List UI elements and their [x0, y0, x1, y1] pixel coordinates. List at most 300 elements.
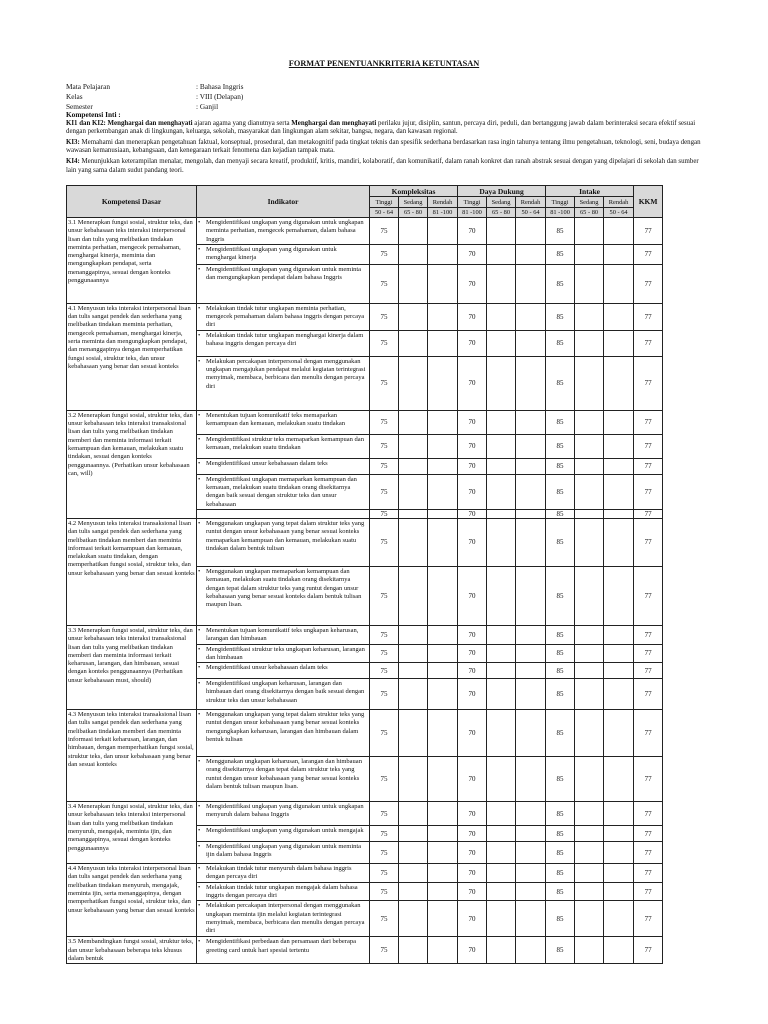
empty-cell — [575, 644, 604, 663]
empty-cell — [575, 842, 604, 864]
empty-cell — [428, 663, 458, 679]
empty-cell — [487, 842, 516, 864]
indikator-text: Mengidentifikasi ungkapan yang digunakan untuk mengajak — [206, 827, 364, 835]
bullet-icon: • — [198, 626, 201, 634]
empty-cell — [399, 710, 428, 757]
kompleksitas-value: 75 — [370, 518, 399, 566]
indikator-item — [198, 460, 368, 468]
empty-cell — [516, 458, 546, 474]
indikator-text: Melakukan percakapan interpersonal dengan menggunakan ungkapan mengajukan pendapat melalui kegiatan terintegrasi menyimak, membaca, berbicara dan menulis dengan percaya diri — [206, 357, 366, 390]
empty-cell — [516, 625, 546, 644]
indikator-item — [198, 758, 368, 791]
bullet-icon: • — [198, 865, 201, 873]
empty-cell — [487, 882, 516, 901]
empty-cell — [575, 303, 604, 330]
meta-value: : Bahasa Inggris — [196, 82, 244, 91]
kkm-value: 77 — [634, 218, 663, 245]
empty-cell — [575, 474, 604, 509]
kkm-value: 77 — [634, 410, 663, 434]
empty-cell — [516, 264, 546, 303]
table-row — [67, 518, 663, 566]
indikator-item — [198, 358, 368, 391]
level-label: Sedang — [487, 197, 516, 208]
kkm-value: 77 — [634, 901, 663, 937]
empty-cell — [604, 509, 634, 518]
indikator-item — [198, 827, 368, 835]
indikator-text: Melakukan percakapan interpersonal dengan menggunakan ungkapan meminta ijin melalui kegiatan terintegrasi menyimak, membaca, berbicara dan menulis dengan percaya diri — [206, 902, 365, 935]
kkm-value: 77 — [634, 842, 663, 864]
empty-cell — [399, 474, 428, 509]
kkm-value: 77 — [634, 244, 663, 264]
empty-cell — [399, 509, 428, 518]
range-label: 65 - 80 — [487, 208, 516, 218]
level-label: Tinggi — [458, 197, 487, 208]
empty-cell — [516, 244, 546, 264]
daya-dukung-value: 70 — [458, 710, 487, 757]
indikator-cell — [197, 679, 370, 710]
empty-cell — [428, 356, 458, 410]
kompleksitas-value: 75 — [370, 410, 399, 434]
intake-value: 85 — [546, 901, 575, 937]
indikator-item — [198, 436, 368, 453]
empty-cell — [428, 864, 458, 883]
empty-cell — [428, 264, 458, 303]
empty-cell — [575, 566, 604, 625]
empty-cell — [428, 303, 458, 330]
empty-cell — [428, 882, 458, 901]
indikator-cell — [197, 356, 370, 410]
empty-cell — [487, 566, 516, 625]
intake-value: 85 — [546, 474, 575, 509]
kompetensi-dasar-cell: 4.1 Menyusun teks interaksi interpersonal lisan dan tulis sangat pendek dan sederhana yang melibatkan tindakan meminta perhatian, mengecek pemahaman, menghargai kinerja, serta meminta dan mengungkapkan pendapat, dan menanggapinya dengan memperhatikan fungsi sosial, struktur teks, dan unsur kebahasaan yang benar dan sesuai konteks — [67, 303, 197, 410]
kompleksitas-value: 75 — [370, 244, 399, 264]
kompetensi-dasar-cell: 3.3 Menerapkan fungsi sosial, struktur teks, dan unsur kebahasaan teks interaksi transaksional lisan dan tulis yang melibatkan tindakan memberi dan meminta informasi terkait keharusan, larangan, dan himbauan, sesuai dengan konteks penggunaannya (Perhatikan unsur kebahasaan must, should) — [67, 625, 197, 709]
empty-cell — [399, 864, 428, 883]
empty-cell — [604, 710, 634, 757]
bullet-icon: • — [198, 664, 201, 672]
kompleksitas-value: 75 — [370, 937, 399, 964]
empty-cell — [516, 882, 546, 901]
empty-cell — [516, 757, 546, 802]
empty-cell — [575, 757, 604, 802]
level-label: Tinggi — [370, 197, 399, 208]
bullet-icon: • — [198, 843, 201, 851]
empty-cell — [575, 901, 604, 937]
daya-dukung-value: 70 — [458, 458, 487, 474]
empty-cell — [487, 458, 516, 474]
kkm-value: 77 — [634, 802, 663, 826]
indikator-cell — [197, 826, 370, 842]
kompleksitas-value: 75 — [370, 330, 399, 356]
bullet-icon: • — [198, 902, 201, 910]
empty-cell — [428, 410, 458, 434]
indikator-cell — [197, 842, 370, 864]
empty-cell — [399, 679, 428, 710]
meta-label: Kelas — [66, 92, 83, 101]
daya-dukung-value: 70 — [458, 410, 487, 434]
daya-dukung-value: 70 — [458, 826, 487, 842]
indikator-item — [198, 803, 368, 820]
kkm-value: 77 — [634, 356, 663, 410]
daya-dukung-value: 70 — [458, 842, 487, 864]
kompetensi-dasar-cell: 3.4 Menerapkan fungsi sosial, struktur teks, dan unsur kebahasaan teks interaksi interpersonal lisan dan tulis yang melibatkan tindakan menyuruh, mengajak, meminta ijin, dan menanggapinya, sesuai dengan konteks penggunaannya — [67, 802, 197, 864]
empty-cell — [487, 264, 516, 303]
kompetensi-dasar-cell: 3.1 Menerapkan fungsi sosial, struktur teks, dan unsur kebahasaan teks interaksi interpersonal lisan dan tulis yang melibatkan tindakan meminta perhatian, mengecek pemahaman, menghargai kinerja, meminta dan mengungkapkan pendapat, serta menanggapinya, sesuai dengan konteks penggunaannya — [67, 218, 197, 304]
kompleksitas-value: 75 — [370, 566, 399, 625]
empty-cell — [399, 566, 428, 625]
indikator-item — [198, 884, 368, 901]
kompetensi-dasar-cell: 4.4 Menyusun teks interaksi interpersonal lisan dan tulis sangat pendek dan sederhana yang melibatkan tindakan menyuruh, mengajak, meminta ijin, serta menanggapinya, dengan memperhatikan fungsi sosial, struktur teks, dan unsur kebahasaan yang benar dan sesuai konteks — [67, 864, 197, 937]
indikator-item — [198, 664, 368, 672]
empty-cell — [428, 757, 458, 802]
intake-value: 85 — [546, 826, 575, 842]
daya-dukung-value: 70 — [458, 802, 487, 826]
kkm-table — [66, 185, 663, 964]
kkm-value: 77 — [634, 566, 663, 625]
page-title: FORMAT PENENTUANKRITERIA KETUNTASAN — [288, 59, 480, 68]
empty-cell — [399, 826, 428, 842]
kompetensi-dasar-cell: 3.5 Membandingkan fungsi sosial, struktur teks, dan unsur kebahasaan beberapa teks khusus dalam bentuk — [67, 937, 197, 964]
ki1-label: KI1 dan KI2: Menghargai dan menghayati — [66, 119, 193, 127]
kompleksitas-value: 75 — [370, 882, 399, 901]
empty-cell — [399, 264, 428, 303]
empty-cell — [399, 330, 428, 356]
intake-value: 85 — [546, 864, 575, 883]
empty-cell — [575, 710, 604, 757]
indikator-cell — [197, 518, 370, 566]
intake-value: 85 — [546, 625, 575, 644]
indikator-cell — [197, 218, 370, 245]
range-label: 50 - 64 — [604, 208, 634, 218]
empty-cell — [604, 937, 634, 964]
indikator-text: Mengidentifikasi perbedaan dan persamaan dari beberapa greeting card untuk hari spesial tertentu — [206, 938, 356, 954]
empty-cell — [487, 410, 516, 434]
empty-cell — [399, 434, 428, 458]
empty-cell — [604, 474, 634, 509]
kkm-value: 77 — [634, 679, 663, 710]
header-indikator: Indikator — [197, 186, 370, 218]
intake-value: 85 — [546, 937, 575, 964]
table-row — [67, 802, 663, 826]
kompleksitas-value: 75 — [370, 864, 399, 883]
meta-value: : Ganjil — [196, 102, 219, 111]
indikator-text: Mengidentifikasi ungkapan yang digunakan untuk ungkapan menyuruh dalam bahasa Inggris — [206, 803, 364, 819]
kompleksitas-value: 75 — [370, 509, 399, 518]
intake-value: 85 — [546, 509, 575, 518]
empty-cell — [516, 330, 546, 356]
empty-cell — [575, 882, 604, 901]
kkm-value: 77 — [634, 625, 663, 644]
ki1-text-a: ajaran agama yang dianutnya serta — [192, 119, 292, 127]
empty-cell — [604, 330, 634, 356]
kkm-value: 77 — [634, 757, 663, 802]
range-label: 50 - 64 — [370, 208, 399, 218]
intake-value: 85 — [546, 434, 575, 458]
table-row — [67, 625, 663, 644]
indikator-item — [198, 520, 368, 553]
indikator-text: Melakukan tindak tutur ungkapan mengajak dalam bahasa inggris dengan percaya diri — [206, 883, 358, 900]
indikator-cell — [197, 901, 370, 937]
level-label: Sedang — [399, 197, 428, 208]
indikator-item — [198, 938, 368, 955]
kompleksitas-value: 75 — [370, 802, 399, 826]
daya-dukung-value: 70 — [458, 679, 487, 710]
table-row — [67, 937, 663, 964]
empty-cell — [399, 644, 428, 663]
bullet-icon: • — [198, 475, 201, 483]
kompleksitas-value: 75 — [370, 757, 399, 802]
indikator-text: Mengidentifikasi ungkapan yang digunakan untuk meminta ijin dalam bahasa Inggris — [206, 843, 362, 859]
kkm-value: 77 — [634, 826, 663, 842]
empty-cell — [487, 757, 516, 802]
empty-cell — [604, 757, 634, 802]
kompleksitas-value: 75 — [370, 644, 399, 663]
bullet-icon: • — [198, 219, 201, 226]
indikator-text: Melakukan tindak tutur ungkapan menghargai kinerja dalam bahasa inggris dengan percaya diri — [206, 331, 364, 348]
indikator-item — [198, 627, 368, 644]
indikator-text: Mengidentifikasi struktur teks memaparkan kemampuan dan kemauan, melakukan suatu tindakan — [206, 435, 364, 452]
header-intake: Intake — [546, 186, 634, 197]
bullet-icon: • — [198, 645, 201, 653]
empty-cell — [399, 625, 428, 644]
indikator-text: Mengidentifikasi ungkapan keharusan, larangan dan himbauan dari orang disekitarnya dengan baik sesuai dengan struktur teks dan unsur kebahasaan — [206, 680, 365, 704]
indikator-text: Mengidentifikasi struktur teks ungkapan keharusan, larangan dan himbauan — [206, 645, 365, 661]
empty-cell — [604, 518, 634, 566]
empty-cell — [575, 509, 604, 518]
indikator-item — [198, 902, 368, 935]
ki1-bold: Menghargai dan menghayati — [291, 119, 377, 127]
range-label: 81 -100 — [546, 208, 575, 218]
empty-cell — [604, 644, 634, 663]
bullet-icon: • — [198, 680, 201, 688]
empty-cell — [487, 625, 516, 644]
kompleksitas-value: 75 — [370, 303, 399, 330]
empty-cell — [487, 901, 516, 937]
bullet-icon: • — [198, 265, 201, 273]
empty-cell — [516, 937, 546, 964]
bullet-icon: • — [198, 803, 201, 811]
intake-value: 85 — [546, 882, 575, 901]
table-row — [67, 864, 663, 883]
empty-cell — [575, 356, 604, 410]
empty-cell — [428, 458, 458, 474]
intake-value: 85 — [546, 458, 575, 474]
bullet-icon: • — [198, 567, 201, 575]
empty-cell — [575, 625, 604, 644]
empty-cell — [487, 330, 516, 356]
bullet-icon: • — [198, 938, 201, 946]
ki4-label: KI4: — [66, 157, 80, 165]
empty-cell — [516, 901, 546, 937]
document-meta — [66, 82, 243, 112]
indikator-cell — [197, 625, 370, 644]
empty-cell — [428, 434, 458, 458]
empty-cell — [487, 434, 516, 458]
level-label: Tinggi — [546, 197, 575, 208]
kompleksitas-value: 75 — [370, 901, 399, 937]
bullet-icon: • — [198, 711, 201, 719]
indikator-item — [198, 843, 368, 860]
empty-cell — [604, 901, 634, 937]
empty-cell — [516, 710, 546, 757]
empty-cell — [399, 802, 428, 826]
indikator-item — [198, 219, 368, 244]
bullet-icon: • — [198, 519, 201, 527]
indikator-text: Mengidentifikasi ungkapan memaparkan kemampuan dan kemauan, melakukan suatu tindakan orang disekitarnya dengan baik sesuai dengan struktur teks dan unsur kebahasaan — [206, 475, 357, 508]
kompleksitas-value: 75 — [370, 710, 399, 757]
empty-cell — [399, 244, 428, 264]
empty-cell — [575, 330, 604, 356]
indikator-cell — [197, 458, 370, 474]
empty-cell — [575, 663, 604, 679]
empty-cell — [575, 410, 604, 434]
kkm-value: 77 — [634, 663, 663, 679]
indikator-item — [198, 266, 368, 283]
ki3-paragraph — [66, 139, 706, 156]
empty-cell — [575, 518, 604, 566]
empty-cell — [428, 244, 458, 264]
indikator-cell — [197, 937, 370, 964]
indikator-cell — [197, 410, 370, 434]
kompleksitas-value: 75 — [370, 663, 399, 679]
kompleksitas-value: 75 — [370, 679, 399, 710]
kkm-value: 77 — [634, 509, 663, 518]
intake-value: 85 — [546, 663, 575, 679]
empty-cell — [487, 474, 516, 509]
ki-heading: Kompetensi Inti : — [66, 110, 121, 119]
empty-cell — [604, 842, 634, 864]
daya-dukung-value: 70 — [458, 474, 487, 509]
indikator-text: Mengidentifikasi ungkapan yang digunakan untuk ungkapan meminta perhatian, mengecek pemahaman, dalam bahasa Inggris — [206, 219, 364, 243]
empty-cell — [428, 710, 458, 757]
indikator-cell — [197, 566, 370, 625]
empty-cell — [487, 864, 516, 883]
indikator-text: Mengidentifikasi unsur kebahasaan dalam teks — [206, 459, 328, 467]
empty-cell — [399, 757, 428, 802]
empty-cell — [399, 937, 428, 964]
indikator-text: Mengidentifikasi ungkapan yang digunakan untuk menghargai kinerja — [206, 245, 337, 262]
ki3-label: KI3: — [66, 138, 80, 146]
kkm-value: 77 — [634, 937, 663, 964]
kkm-value: 77 — [634, 264, 663, 303]
daya-dukung-value: 70 — [458, 356, 487, 410]
kkm-value: 77 — [634, 474, 663, 509]
indikator-text: Mengidentifikasi unsur kebahasaan dalam teks — [206, 664, 328, 672]
intake-value: 85 — [546, 518, 575, 566]
empty-cell — [575, 244, 604, 264]
kompetensi-inti — [66, 111, 706, 177]
intake-value: 85 — [546, 244, 575, 264]
level-label: Rendah — [428, 197, 458, 208]
empty-cell — [516, 802, 546, 826]
empty-cell — [399, 410, 428, 434]
empty-cell — [487, 303, 516, 330]
empty-cell — [516, 566, 546, 625]
empty-cell — [516, 679, 546, 710]
indikator-text: Menggunakan ungkapan yang tepat dalam struktur teks yang runtut dengan unsur kebahasaan yang benar sesuai konteks memaparkan kemampuan dan kemauan, melakukan suatu tindakan dalam bentuk tulisan — [206, 519, 365, 552]
header-daya-dukung: Daya Dukung — [458, 186, 546, 197]
level-label: Rendah — [604, 197, 634, 208]
bullet-icon: • — [198, 758, 201, 766]
empty-cell — [487, 937, 516, 964]
table-row — [67, 303, 663, 330]
indikator-text: Menentukan tujuan komunikatif teks ungkapan keharusan, larangan dan himbauan — [206, 626, 359, 643]
range-label: 81 -100 — [428, 208, 458, 218]
ki4-paragraph — [66, 158, 706, 175]
empty-cell — [428, 518, 458, 566]
intake-value: 85 — [546, 802, 575, 826]
empty-cell — [604, 264, 634, 303]
bullet-icon: • — [198, 827, 201, 835]
empty-cell — [399, 901, 428, 937]
meta-row-subject — [66, 82, 243, 92]
intake-value: 85 — [546, 757, 575, 802]
indikator-text: Menggunakan ungkapan keharusan, larangan dan himbauan orang disekitarnya dengan tepat dalam struktur teks yang runtut dengan unsur kebahasaan yang benar sesuai konteks dalam bentuk tulisan maupun lisan. — [206, 758, 362, 791]
daya-dukung-value: 70 — [458, 644, 487, 663]
meta-value: : VIII (Delapan) — [196, 92, 244, 101]
intake-value: 85 — [546, 303, 575, 330]
indikator-cell — [197, 244, 370, 264]
kkm-value: 77 — [634, 518, 663, 566]
empty-cell — [516, 864, 546, 883]
intake-value: 85 — [546, 356, 575, 410]
empty-cell — [428, 566, 458, 625]
empty-cell — [516, 663, 546, 679]
empty-cell — [487, 802, 516, 826]
empty-cell — [516, 410, 546, 434]
header-kkm: KKM — [634, 186, 663, 218]
empty-cell — [604, 882, 634, 901]
indikator-item — [198, 646, 368, 663]
meta-label: Semester — [66, 102, 93, 111]
indikator-item — [198, 476, 368, 509]
kkm-value: 77 — [634, 303, 663, 330]
kkm-value: 77 — [634, 434, 663, 458]
empty-cell — [428, 826, 458, 842]
empty-cell — [575, 679, 604, 710]
indikator-cell — [197, 802, 370, 826]
daya-dukung-value: 70 — [458, 434, 487, 458]
empty-cell — [575, 458, 604, 474]
bullet-icon: • — [198, 435, 201, 443]
indikator-text: Menggunakan ungkapan yang tepat dalam struktur teks yang runtut dengan unsur kebahasaan yang benar sesuai konteks mengungkapkan keharusan, larangan dan himbauan dalam bentuk tulisan — [206, 711, 365, 744]
kkm-value: 77 — [634, 864, 663, 883]
indikator-cell — [197, 644, 370, 663]
empty-cell — [428, 901, 458, 937]
indikator-cell — [197, 330, 370, 356]
empty-cell — [575, 937, 604, 964]
range-label: 81 -100 — [458, 208, 487, 218]
indikator-cell — [197, 757, 370, 802]
daya-dukung-value: 70 — [458, 244, 487, 264]
indikator-cell — [197, 864, 370, 883]
intake-value: 85 — [546, 679, 575, 710]
indikator-cell — [197, 882, 370, 901]
empty-cell — [428, 625, 458, 644]
kompleksitas-value: 75 — [370, 842, 399, 864]
indikator-text: Mengidentifikasi ungkapan yang digunakan untuk meminta dan mengungkapkan pendapat dalam bahasa Inggris — [206, 265, 362, 282]
empty-cell — [487, 644, 516, 663]
indikator-text: Menggunakan ungkapan memaparkan kemampuan dan kemauan, melakukan suatu tindakan orang disekitarnya dengan tepat dalam struktur teks yang runtut dengan unsur kebahasaan yang benar sesuai konteks dalam bentuk tulisan maupun lisan. — [206, 567, 362, 609]
intake-value: 85 — [546, 842, 575, 864]
daya-dukung-value: 70 — [458, 509, 487, 518]
empty-cell — [575, 264, 604, 303]
bullet-icon: • — [198, 411, 201, 419]
intake-value: 85 — [546, 330, 575, 356]
kompleksitas-value: 75 — [370, 625, 399, 644]
kkm-value: 77 — [634, 644, 663, 663]
empty-cell — [487, 218, 516, 245]
